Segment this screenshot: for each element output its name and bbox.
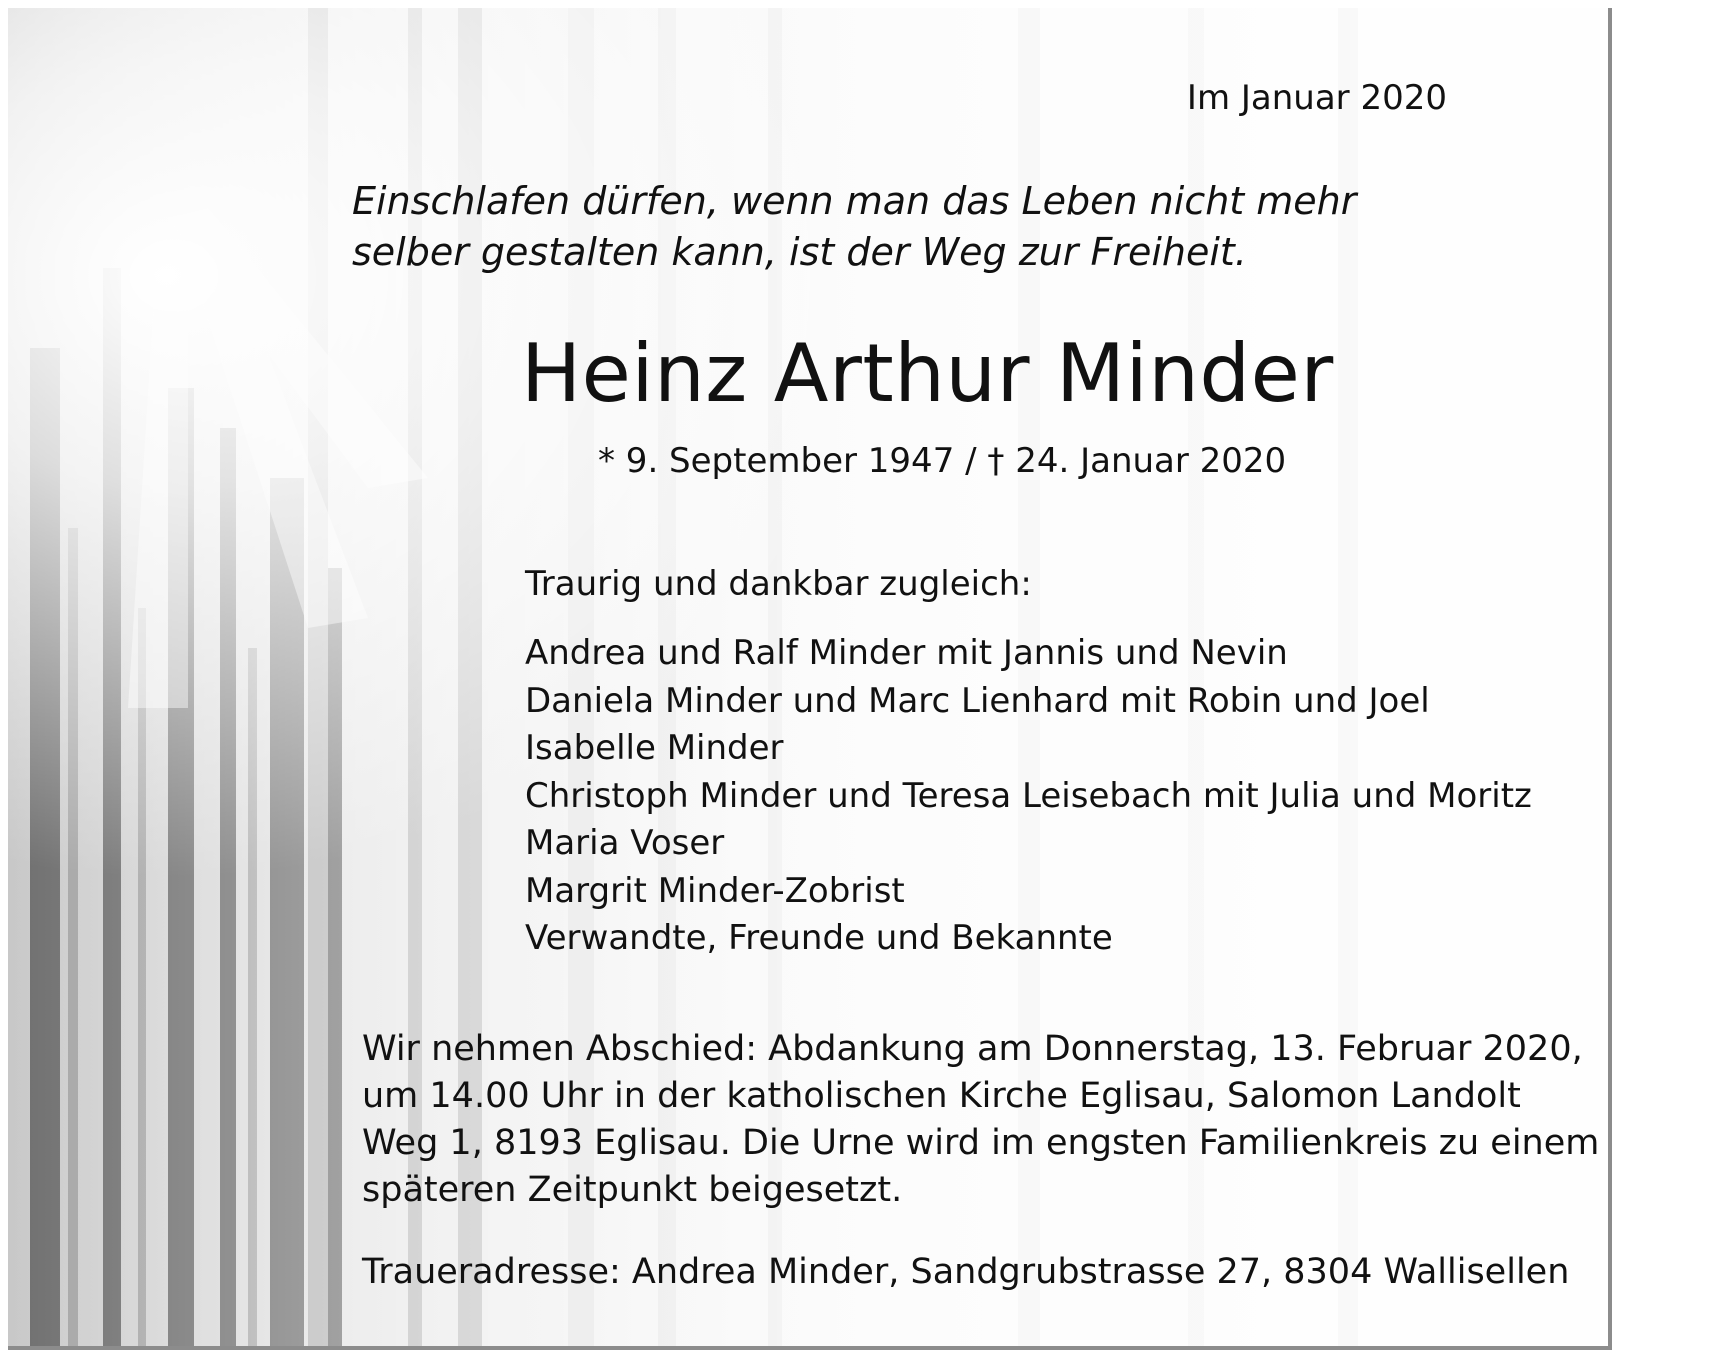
mourner-entry: Isabelle Minder — [525, 728, 784, 768]
mourner-entry: Christoph Minder und Teresa Leisebach mit Julia und Moritz — [525, 775, 1532, 816]
service-line: Weg 1, 8193 Eglisau. Die Urne wird im engsten Familienkreis zu einem — [362, 1123, 1600, 1163]
funeral-service-info — [362, 1026, 1599, 1214]
service-line: Wir nehmen Abschied: Abdankung am Donnerstag, 13. Februar 2020, — [362, 1029, 1583, 1069]
quote-line: selber gestalten kann, ist der Weg zur Freiheit. — [352, 230, 1247, 274]
mourners-list — [525, 630, 1532, 963]
mourners-intro: Traurig und dankbar zugleich: — [525, 564, 1032, 604]
service-line: späteren Zeitpunkt beigesetzt. — [362, 1170, 903, 1210]
notice-date: Im Januar 2020 — [1186, 78, 1447, 118]
mourner-entry: Margrit Minder-Zobrist — [525, 870, 905, 911]
mourner-entry: Verwandte, Freunde und Bekannte — [525, 918, 1113, 958]
obituary-notice — [8, 8, 1612, 1350]
mourner-entry: Maria Voser — [525, 823, 725, 863]
service-line: um 14.00 Uhr in der katholischen Kirche Eglisau, Salomon Landolt — [362, 1076, 1521, 1116]
mourner-entry: Daniela Minder und Marc Lienhard mit Robin und Joel — [525, 680, 1430, 721]
mourner-entry: Andrea und Ralf Minder mit Jannis und Nevin — [525, 633, 1288, 673]
mourning-address: Traueradresse: Andrea Minder, Sandgrubstrasse 27, 8304 Wallisellen — [362, 1252, 1570, 1292]
quote-line: Einschlafen dürfen, wenn man das Leben nicht mehr — [352, 179, 1357, 223]
memorial-quote — [352, 176, 1356, 278]
life-dates: * 9. September 1947 / † 24. Januar 2020 — [598, 441, 1287, 481]
deceased-name: Heinz Arthur Minder — [521, 327, 1334, 420]
